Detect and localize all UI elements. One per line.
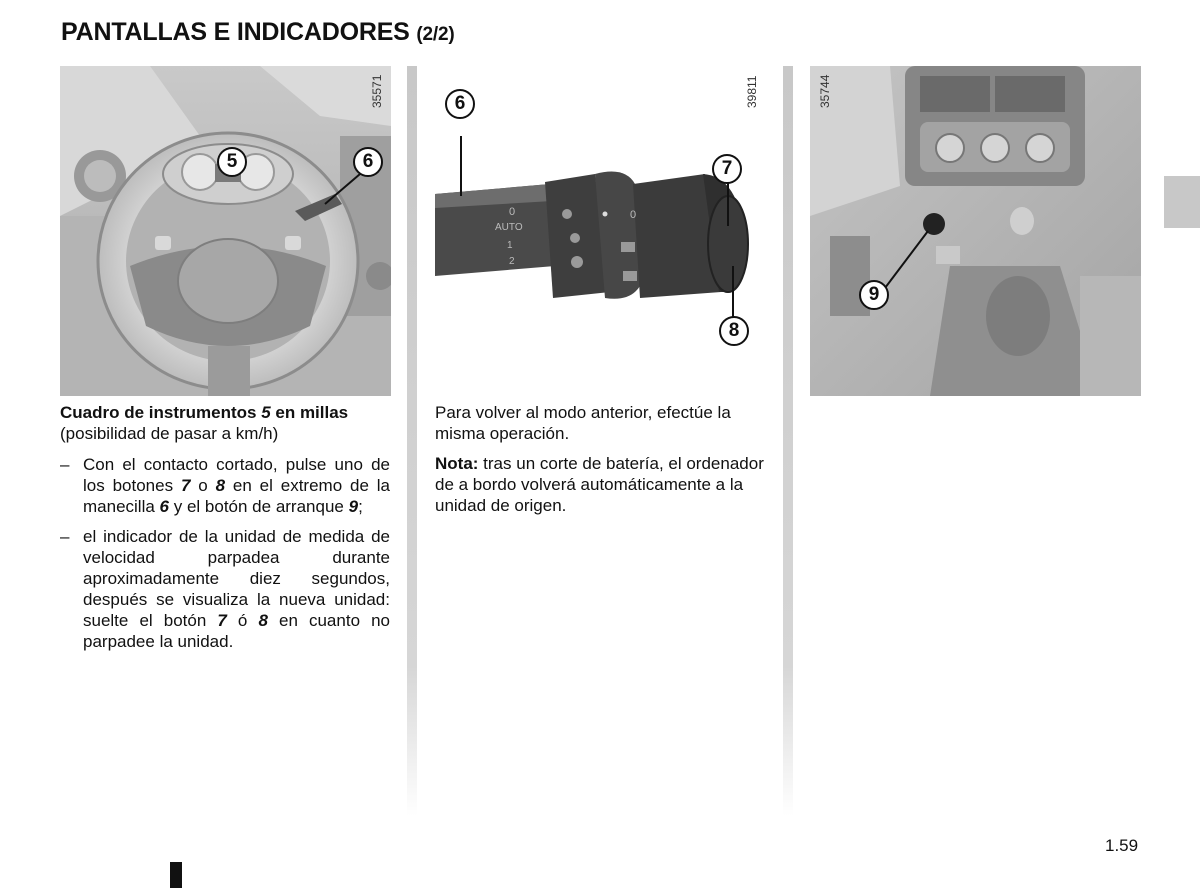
stalk-label-zero-2: 0 xyxy=(630,209,637,221)
page-title-main: PANTALLAS E INDICADORES xyxy=(61,18,410,46)
note-text: tras un corte de batería, el ordenador de a bordo volverá automáticamente a la unidad de origen. xyxy=(435,454,764,515)
callout-9: 9 xyxy=(859,280,889,310)
list-item: – Con el contacto cortado, pulse uno de los botones 7 o 8 en el extremo de la manecilla 6 y el botón de arranque 9; xyxy=(60,455,390,516)
figure-ref-number: 35571 xyxy=(370,74,384,108)
section-heading: Cuadro de instrumentos 5 en millas xyxy=(60,403,349,422)
stalk-figure xyxy=(435,66,765,366)
figure-ref-number: 35744 xyxy=(818,74,832,108)
callout-5: 5 xyxy=(217,147,247,177)
figure-ref-number: 39811 xyxy=(745,75,759,108)
section-subheading: (posibilidad de pasar a km/h) xyxy=(60,424,279,443)
page-title xyxy=(61,18,454,47)
stalk-illustration xyxy=(435,66,765,366)
column-divider-left xyxy=(407,66,417,816)
callout-8: 8 xyxy=(719,316,749,346)
stalk-label-auto: AUTO xyxy=(495,222,523,233)
column-1-text xyxy=(60,402,390,652)
stalk-label-zero: 0 xyxy=(509,206,516,218)
list-item: – el indicador de la unidad de medida de velocidad parpadea durante aproximadamente diez segundos, después se visualiza la nueva unidad: suelte el botón 7 ó 8 en cuanto no parpadee la unidad. xyxy=(60,527,391,651)
page-number: 1.59 xyxy=(1105,836,1139,855)
column-2-text xyxy=(435,402,765,516)
callout-6: 6 xyxy=(353,147,383,177)
note-label: Nota: xyxy=(435,454,479,473)
stalk-label-one: 1 xyxy=(507,240,513,251)
console-illustration xyxy=(810,66,1141,396)
footer-mark xyxy=(170,862,182,888)
dashboard-figure xyxy=(60,66,391,396)
column-divider-right xyxy=(783,66,793,816)
instruction-list xyxy=(60,454,390,652)
note-paragraph xyxy=(435,453,765,516)
callout-6: 6 xyxy=(445,89,475,119)
chapter-tab xyxy=(1164,176,1200,228)
page-title-suffix: (2/2) xyxy=(416,24,455,45)
paragraph: Para volver al modo anterior, efectúe la misma operación. xyxy=(435,403,731,443)
stalk-label-two: 2 xyxy=(509,256,515,267)
dashboard-illustration xyxy=(60,66,391,396)
console-figure xyxy=(810,66,1141,396)
callout-7: 7 xyxy=(712,154,742,184)
